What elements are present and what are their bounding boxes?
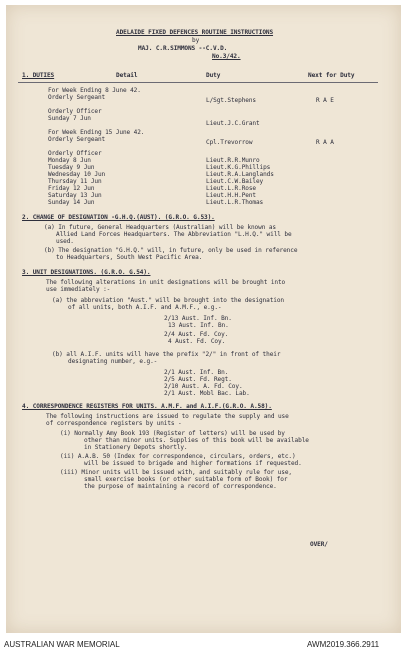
duty-row-detail: Sunday 14 Jun	[48, 199, 95, 206]
section-4-line: the purpose of maintaining a record of correspondence.	[84, 483, 277, 490]
unit-example: 13 Aust. Inf. Bn.	[168, 322, 229, 329]
duty-row-detail: For Week Ending 15 June 42.	[48, 129, 145, 136]
section-2-line: to Headquarters, South West Pacific Area.	[56, 254, 203, 261]
detail-column-header: Detail	[116, 72, 138, 79]
section-4-line: in Stationery Depots shortly.	[84, 444, 188, 451]
over-marker: OVER/	[310, 541, 328, 548]
unit-example: 2/5 Aust. Fd. Regt.	[164, 376, 232, 383]
section-2-line: Allied Land Forces Headquarters. The Abbreviation "L.H.Q." will be	[56, 231, 292, 238]
section-2-line: used.	[56, 238, 74, 245]
duty-row-detail: Orderly Officer	[48, 108, 102, 115]
author-line: MAJ. C.R.SIMMONS --C.V.D.	[138, 45, 228, 52]
section-3-line: The following alterations in unit designations will be brought into	[46, 279, 286, 286]
next-column-header: Next for Duty	[308, 72, 355, 79]
duty-row-name: Lieut.R.A.Langlands	[206, 171, 274, 178]
header-divider	[18, 82, 378, 83]
duty-row-detail: Sunday 7 Jun	[48, 115, 91, 122]
footer-accession-number: AWM2019.366.2911	[307, 640, 380, 649]
section-4-line: The following instructions are issued to regulate the supply and use	[46, 413, 289, 420]
unit-example: 4 Aust. Fd. Coy.	[168, 338, 226, 345]
duties-heading: 1. DUTIES	[22, 72, 55, 79]
duty-row-name: Cpl.Trevorrow	[206, 139, 253, 146]
duty-row-name: Lieut.L.R.Rose	[206, 185, 256, 192]
duty-row-detail: For Week Ending 8 June 42.	[48, 87, 141, 94]
section-4-line: small exercise books (or other suitable form of Book) for	[84, 476, 288, 483]
unit-example: 2/1 Aust. Inf. Bn.	[164, 369, 229, 376]
section-3-line: designating number, e.g.-	[68, 358, 158, 365]
duty-row-name: Lieut.H.H.Pent	[206, 192, 256, 199]
duty-row-name: Lieut.C.W.Bailey	[206, 178, 264, 185]
duty-row-detail: Saturday 13 Jun	[48, 192, 102, 199]
duty-row-name: Lieut.J.C.Grant	[206, 120, 260, 127]
instruction-number: No.3/42.	[212, 53, 241, 60]
by-line: by	[192, 37, 200, 44]
duty-row-detail: Friday 12 Jun	[48, 185, 95, 192]
section-3-heading: 3. UNIT DESIGNATIONS. (G.R.O. G.54).	[22, 269, 151, 276]
section-3-line: (b) all A.I.F. units will have the prefix "2/" in front of their	[52, 351, 281, 358]
duty-row-detail: Thursday 11 Jun	[48, 178, 102, 185]
section-4-line: (i) Normally Amy Book 193 (Register of letters) will be used by	[60, 430, 285, 437]
section-3-line: of all units, both A.I.F. and A.M.F., e.g.-	[68, 304, 222, 311]
duty-row-detail: Wednesday 10 Jun	[48, 171, 106, 178]
duty-row-detail: Tuesday 9 Jun	[48, 164, 95, 171]
duty-row-name: Lieut.L.R.Thomas	[206, 199, 264, 206]
duty-row-detail: Monday 8 Jun	[48, 157, 91, 164]
section-3-line: use immediately :-	[46, 286, 111, 293]
section-4-line: will be issued to brigade and higher formations if requested.	[84, 460, 302, 467]
section-4-line: (iii) Minor units will be issued with, and suitably rule for use,	[60, 469, 292, 476]
section-4-line: of correspondence registers by units -	[46, 420, 182, 427]
duty-row-name: Lieut.K.G.Phillips	[206, 164, 271, 171]
section-2-line: (b) The designation "G.H.Q." will, in future, only be used in reference	[44, 247, 298, 254]
duty-column-header: Duty	[206, 72, 221, 79]
document-title: ADELAIDE FIXED DEFENCES ROUTINE INSTRUCTIONS	[116, 29, 274, 36]
section-4-heading: 4. CORRESPONDENCE REGISTERS FOR UNITS. A.M.F. and A.I.F.(G.R.O. A.58).	[22, 403, 272, 410]
section-4-line: (ii) A.A.B. 50 (Index for correspondence, circulars, orders, etc.)	[60, 453, 296, 460]
unit-example: 2/10 Aust. A. Fd. Coy.	[164, 383, 243, 390]
document-page	[6, 5, 401, 633]
duty-row-detail: Orderly Sergeant	[48, 136, 106, 143]
duty-row-name: L/Sgt.Stephens	[206, 97, 256, 104]
duty-row-detail: Orderly Sergeant	[48, 94, 106, 101]
section-3-line: (a) the abbreviation "Aust." will be brought into the designation	[52, 297, 284, 304]
unit-example: 2/1 Aust. Mobl Bac. Lab.	[164, 390, 250, 397]
duty-row-detail: Orderly Officer	[48, 150, 102, 157]
unit-example: 2/4 Aust. Fd. Coy.	[164, 331, 229, 338]
duty-row-next: R A A	[316, 139, 334, 146]
section-2-line: (a) In future, General Headquarters (Australian) will be known as	[44, 224, 276, 231]
section-2-heading: 2. CHANGE OF DESIGNATION -G.H.Q.(AUST). (G.R.O. G.53).	[22, 214, 215, 221]
duty-row-name: Lieut.R.R.Munro	[206, 157, 260, 164]
unit-example: 2/13 Aust. Inf. Bn.	[164, 315, 232, 322]
footer-institution: AUSTRALIAN WAR MEMORIAL	[4, 640, 120, 649]
duty-row-next: R A E	[316, 97, 334, 104]
section-4-line: other than minor units. Supplies of this book will be available	[84, 437, 309, 444]
